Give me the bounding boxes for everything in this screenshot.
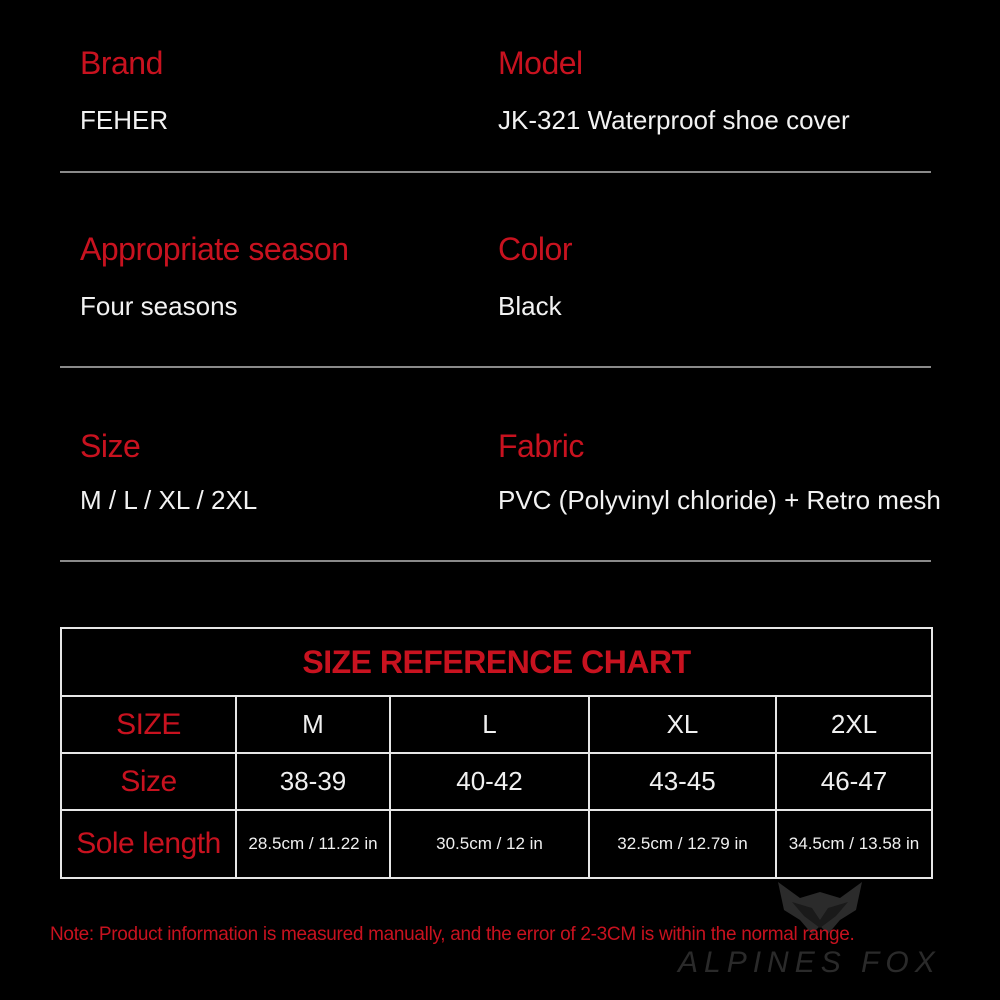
- size-value-l: 40-42: [390, 753, 589, 810]
- size-reference-chart: [60, 627, 933, 879]
- season-value: Four seasons: [80, 291, 238, 321]
- model-value: JK-321 Waterproof shoe cover: [498, 105, 850, 135]
- footnote: Note: Product information is measured manually, and the error of 2-3CM is within the normal range.: [50, 924, 855, 945]
- brand-value: FEHER: [80, 105, 169, 135]
- size-header-l: L: [390, 696, 589, 753]
- color-label: Color: [498, 231, 572, 267]
- brand-watermark: ALPINES FOX: [678, 946, 941, 979]
- table-row: [61, 696, 932, 753]
- size-label: Size: [80, 428, 141, 464]
- size-header-label: SIZE: [61, 696, 236, 753]
- sole-value-l: 30.5cm / 12 in: [390, 810, 589, 878]
- sole-value-2xl: 34.5cm / 13.58 in: [776, 810, 932, 878]
- size-header-xl: XL: [589, 696, 776, 753]
- brand-label: Brand: [80, 45, 163, 81]
- chart-title: SIZE REFERENCE CHART: [61, 628, 932, 696]
- fabric-value: PVC (Polyvinyl chloride) + Retro mesh: [498, 485, 941, 515]
- table-row: [61, 810, 932, 878]
- size-value-2xl: 46-47: [776, 753, 932, 810]
- size-header-2xl: 2XL: [776, 696, 932, 753]
- season-label: Appropriate season: [80, 231, 349, 267]
- size-value-xl: 43-45: [589, 753, 776, 810]
- divider: [60, 171, 931, 173]
- table-row: [61, 753, 932, 810]
- sole-value-m: 28.5cm / 11.22 in: [236, 810, 390, 878]
- divider: [60, 366, 931, 368]
- size-value: M / L / XL / 2XL: [80, 485, 258, 515]
- color-value: Black: [498, 291, 562, 321]
- size-header-m: M: [236, 696, 390, 753]
- size-value-m: 38-39: [236, 753, 390, 810]
- sole-value-xl: 32.5cm / 12.79 in: [589, 810, 776, 878]
- size-row-label: Size: [61, 753, 236, 810]
- fabric-label: Fabric: [498, 428, 584, 464]
- model-label: Model: [498, 45, 583, 81]
- divider: [60, 560, 931, 562]
- sole-row-label: Sole length: [61, 810, 236, 878]
